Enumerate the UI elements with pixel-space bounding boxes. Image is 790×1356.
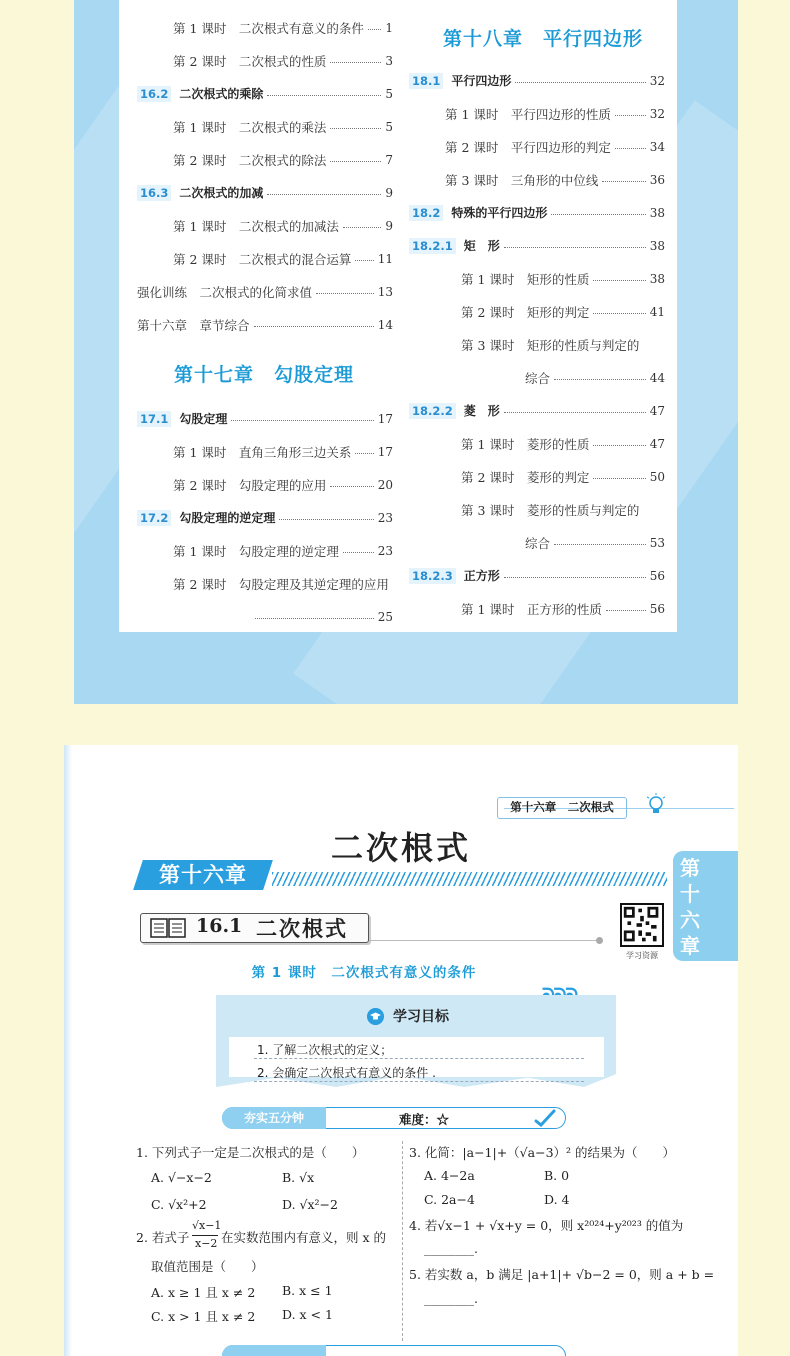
chapter-17-heading: 第十七章 勾股定理 [173, 364, 354, 386]
toc-entry-title: 勾股定理 [179, 412, 228, 426]
toc-leader-dots [593, 478, 645, 479]
question-1-option-d: D. √x²−2 [282, 1197, 338, 1212]
toc-entry[interactable] [137, 567, 393, 600]
toc-entry-title: 第 2 课时 矩形的判定 [461, 304, 590, 320]
toc-entry[interactable] [137, 44, 393, 77]
question-2-fraction-num: √x−1 [192, 1219, 222, 1232]
toc-entry-title: 第 2 课时 二次根式的性质 [173, 53, 327, 69]
toc-leader-dots [504, 412, 646, 413]
toc-page-number: 53 [649, 535, 665, 550]
toc-leader-dots [504, 577, 646, 578]
toc-entry[interactable] [137, 468, 393, 501]
question-3-option-d: D. 4 [544, 1192, 570, 1207]
toc-section-number: 17.2 [137, 510, 171, 526]
next-section-label [222, 1345, 326, 1356]
toc-entry[interactable] [409, 493, 665, 526]
side-tab-char: 章 [680, 934, 700, 958]
toc-entry-title: 第 1 课时 矩形的性质 [461, 271, 590, 287]
toc-leader-dots [368, 29, 381, 30]
toc-section-number: 18.1 [409, 73, 443, 89]
toc-section-entry[interactable] [409, 196, 665, 229]
toc-leader-dots [606, 610, 646, 611]
section-rule [369, 940, 599, 941]
running-header: 第十六章 二次根式 [497, 797, 627, 819]
toc-entry[interactable] [137, 110, 393, 143]
toc-entry[interactable] [409, 361, 665, 394]
toc-page [74, 0, 738, 704]
toc-entry[interactable] [409, 262, 665, 295]
toc-entry-title: 勾股定理的逆定理 [179, 511, 276, 525]
toc-page-number: 56 [649, 568, 665, 583]
side-tab-char: 第 [680, 856, 700, 880]
toc-leader-dots [355, 260, 373, 261]
side-tab-char: 六 [680, 908, 700, 932]
toc-leader-dots [593, 445, 645, 446]
toc-page-number: 38 [649, 205, 665, 220]
toc-entry[interactable] [409, 130, 665, 163]
toc-entry[interactable] [137, 11, 393, 44]
toc-entry[interactable] [409, 427, 665, 460]
section-number: 16.1 [196, 915, 243, 937]
toc-leader-dots [330, 128, 381, 129]
toc-entry[interactable] [137, 209, 393, 242]
question-3-option-b: B. 0 [544, 1168, 570, 1183]
toc-leader-dots [593, 280, 645, 281]
toc-entry[interactable] [137, 275, 393, 308]
toc-section-entry[interactable] [409, 559, 665, 592]
graduation-cap-icon [367, 1008, 384, 1025]
fraction-bar [192, 1235, 218, 1236]
toc-entry[interactable] [137, 435, 393, 468]
toc-entry[interactable] [409, 328, 665, 361]
toc-leader-dots [602, 181, 645, 182]
question-5: 5. 若实数 a，b 满足 |a+1|+ √b−2 = 0，则 a + b = [409, 1267, 715, 1282]
toc-entry[interactable] [137, 534, 393, 567]
lesson-page [64, 745, 738, 1356]
toc-entry-title: 第 1 课时 二次根式有意义的条件 [173, 20, 364, 36]
column-divider [402, 1141, 403, 1341]
toc-page-number: 47 [649, 436, 665, 451]
toc-leader-dots [515, 82, 645, 83]
page-edge-shadow [64, 745, 72, 1356]
toc-page-number: 23 [377, 510, 393, 525]
question-4-answer-blank[interactable]: ________. [424, 1241, 478, 1256]
question-1: 1. 下列式子一定是二次根式的是（ ） [136, 1145, 365, 1160]
toc-page-number: 32 [649, 106, 665, 121]
toc-paper [119, 0, 677, 632]
toc-page-number: 34 [649, 139, 665, 154]
toc-entry-title: 第 2 课时 二次根式的混合运算 [173, 251, 352, 267]
toc-entry-title: 第 2 课时 勾股定理及其逆定理的应用 [173, 576, 389, 592]
toc-entry-title: 第 2 课时 菱形的判定 [461, 469, 590, 485]
toc-section-number: 16.2 [137, 86, 171, 102]
practice-label: 夯实五分钟 [222, 1107, 326, 1129]
toc-page-number: 38 [649, 238, 665, 253]
question-2-text: 在实数范围内有意义，则 x 的 [221, 1230, 386, 1245]
toc-page-number: 3 [385, 53, 393, 68]
toc-entry-title: 第 2 课时 二次根式的除法 [173, 152, 327, 168]
toc-leader-dots [267, 194, 381, 195]
question-1-option-c: C. √x²+2 [151, 1197, 207, 1212]
side-tab-char: 十 [680, 882, 700, 906]
toc-entry-title: 第 1 课时 勾股定理的逆定理 [173, 543, 339, 559]
toc-page-number: 50 [649, 469, 665, 484]
learning-goal-item: 1. 了解二次根式的定义； [257, 1043, 393, 1057]
question-2-fraction-den: x−2 [195, 1237, 218, 1250]
toc-entry-title: 正方形 [463, 569, 500, 583]
learning-goals-heading: 学习目标 [393, 1009, 449, 1025]
toc-section-entry[interactable] [409, 64, 665, 97]
toc-section-number: 16.3 [137, 185, 171, 201]
toc-leader-dots [615, 115, 646, 116]
toc-entry[interactable] [409, 163, 665, 196]
question-2-text-cont: 取值范围是（ ） [151, 1259, 264, 1274]
toc-leader-dots [267, 95, 381, 96]
page-title: 二次根式 [330, 829, 471, 867]
toc-entry[interactable] [137, 242, 393, 275]
toc-page-number: 41 [649, 304, 665, 319]
question-1-option-b: B. √x [282, 1170, 315, 1185]
question-2-prefix: 2. 若式子 [136, 1230, 190, 1245]
toc-entry-title: 综合 [525, 535, 551, 551]
toc-entry[interactable] [409, 592, 665, 625]
toc-entry-title: 二次根式的乘除 [179, 87, 264, 101]
chapter-side-tab-label [676, 855, 704, 959]
toc-entry[interactable] [137, 308, 393, 341]
learning-goal-item: 2. 会确定二次根式有意义的条件 . [257, 1066, 436, 1080]
section-title: 二次根式 [256, 916, 348, 941]
question-2-option-d: D. x < 1 [282, 1307, 333, 1322]
toc-entry-title: 第 3 课时 三角形的中位线 [445, 172, 599, 188]
section-rule-dot [596, 937, 603, 944]
toc-page-number: 1 [385, 20, 393, 35]
toc-page-number: 14 [377, 317, 393, 332]
toc-page-number: 9 [385, 185, 393, 200]
toc-page-number: 36 [649, 172, 665, 187]
toc-entry-title: 第 1 课时 二次根式的乘法 [173, 119, 327, 135]
toc-section-number: 18.2.2 [409, 403, 456, 419]
toc-entry-title: 二次根式的加减 [179, 186, 264, 200]
toc-page-number: 23 [377, 543, 393, 558]
toc-leader-dots [593, 313, 645, 314]
toc-leader-dots [330, 161, 381, 162]
toc-entry[interactable] [137, 143, 393, 176]
toc-page-number: 17 [377, 411, 393, 426]
toc-section-entry[interactable] [137, 77, 393, 110]
toc-entry[interactable] [137, 600, 393, 633]
toc-page-number: 5 [385, 86, 393, 101]
toc-page-number: 11 [377, 251, 393, 266]
toc-leader-dots [343, 227, 381, 228]
lesson-title: 第 1 课时 二次根式有意义的条件 [251, 965, 477, 981]
toc-page-number: 17 [377, 444, 393, 459]
toc-page-number: 13 [377, 284, 393, 299]
toc-entry-title: 菱 形 [463, 404, 500, 418]
toc-entry-title: 平行四边形 [451, 74, 512, 88]
hatch-decoration [272, 872, 667, 886]
goal-divider [254, 1081, 584, 1082]
goal-divider [254, 1058, 584, 1059]
question-3-option-c: C. 2a−4 [424, 1192, 475, 1207]
toc-leader-dots [316, 293, 374, 294]
toc-section-number: 18.2 [409, 205, 443, 221]
qr-caption: 学习资源 [626, 951, 658, 960]
toc-section-entry[interactable] [137, 501, 393, 534]
question-3-option-a: A. 4−2a [424, 1168, 475, 1183]
toc-page-number: 25 [377, 609, 393, 624]
toc-section-entry[interactable] [137, 402, 393, 435]
toc-entry-title: 综合 [525, 370, 551, 386]
toc-page-number: 5 [385, 119, 393, 134]
toc-entry-title: 第 3 课时 菱形的性质与判定的 [461, 502, 640, 518]
toc-section-entry[interactable] [137, 176, 393, 209]
toc-entry[interactable] [409, 295, 665, 328]
toc-leader-dots [355, 453, 373, 454]
toc-entry-title: 强化训练 二次根式的化简求值 [137, 284, 313, 300]
toc-entry-title: 第 2 课时 勾股定理的应用 [173, 477, 327, 493]
toc-entry-title: 第 1 课时 正方形的性质 [461, 601, 602, 617]
toc-entry-title: 第 3 课时 矩形的性质与判定的 [461, 337, 640, 353]
toc-page-number: 44 [649, 370, 665, 385]
toc-entry-title: 第 1 课时 直角三角形三边关系 [173, 444, 352, 460]
toc-entry[interactable] [409, 97, 665, 130]
toc-entry-title: 第 2 课时 平行四边形的判定 [445, 139, 611, 155]
toc-leader-dots [255, 618, 374, 619]
difficulty-rating: 难度：☆ [399, 1112, 450, 1127]
toc-leader-dots [615, 148, 646, 149]
question-3: 3. 化简：|a−1|+（√a−3）² 的结果为（ ） [409, 1145, 676, 1160]
toc-page-number: 47 [649, 403, 665, 418]
checkmark-pen-icon [534, 1109, 556, 1127]
toc-page-number: 20 [377, 477, 393, 492]
toc-entry[interactable] [409, 526, 665, 559]
chapter-banner: 第十六章 [159, 862, 247, 887]
toc-leader-dots [551, 214, 645, 215]
toc-page-number: 32 [649, 73, 665, 88]
toc-leader-dots [330, 62, 381, 63]
question-1-option-a: A. √−x−2 [151, 1170, 212, 1185]
toc-leader-dots [554, 544, 646, 545]
toc-section-number: 18.2.1 [409, 238, 456, 254]
open-book-icon [150, 918, 186, 938]
toc-page-number: 38 [649, 271, 665, 286]
toc-leader-dots [554, 379, 646, 380]
toc-entry[interactable] [409, 460, 665, 493]
toc-leader-dots [504, 247, 646, 248]
toc-entry-title: 第 1 课时 菱形的性质 [461, 436, 590, 452]
lightbulb-icon [646, 793, 666, 817]
toc-leader-dots [330, 486, 373, 487]
toc-section-entry[interactable] [409, 229, 665, 262]
toc-page-number: 9 [385, 218, 393, 233]
question-2-option-a: A. x ≥ 1 且 x ≠ 2 [151, 1285, 256, 1300]
question-2-option-b: B. x ≤ 1 [282, 1283, 333, 1298]
toc-leader-dots [343, 552, 374, 553]
toc-entry-title: 特殊的平行四边形 [451, 206, 548, 220]
toc-entry-title: 第 1 课时 平行四边形的性质 [445, 106, 611, 122]
toc-entry-title: 矩 形 [463, 239, 500, 253]
toc-leader-dots [254, 326, 374, 327]
toc-page-number: 7 [385, 152, 393, 167]
toc-leader-dots [231, 420, 373, 421]
toc-section-number: 17.1 [137, 411, 171, 427]
toc-section-number: 18.2.3 [409, 568, 456, 584]
question-4: 4. 若√x−1 + √x+y = 0，则 x²⁰²⁴+y²⁰²³ 的值为 [409, 1218, 684, 1233]
qr-code[interactable] [620, 903, 664, 947]
toc-page-number: 56 [649, 601, 665, 616]
chapter-18-heading: 第十八章 平行四边形 [442, 28, 643, 50]
question-2-option-c: C. x > 1 且 x ≠ 2 [151, 1309, 256, 1324]
question-5-answer-blank[interactable]: ________. [424, 1291, 478, 1306]
toc-leader-dots [279, 519, 373, 520]
toc-entry-title: 第十六章 章节综合 [137, 317, 250, 333]
toc-entry-title: 第 1 课时 二次根式的加减法 [173, 218, 339, 234]
toc-section-entry[interactable] [409, 394, 665, 427]
